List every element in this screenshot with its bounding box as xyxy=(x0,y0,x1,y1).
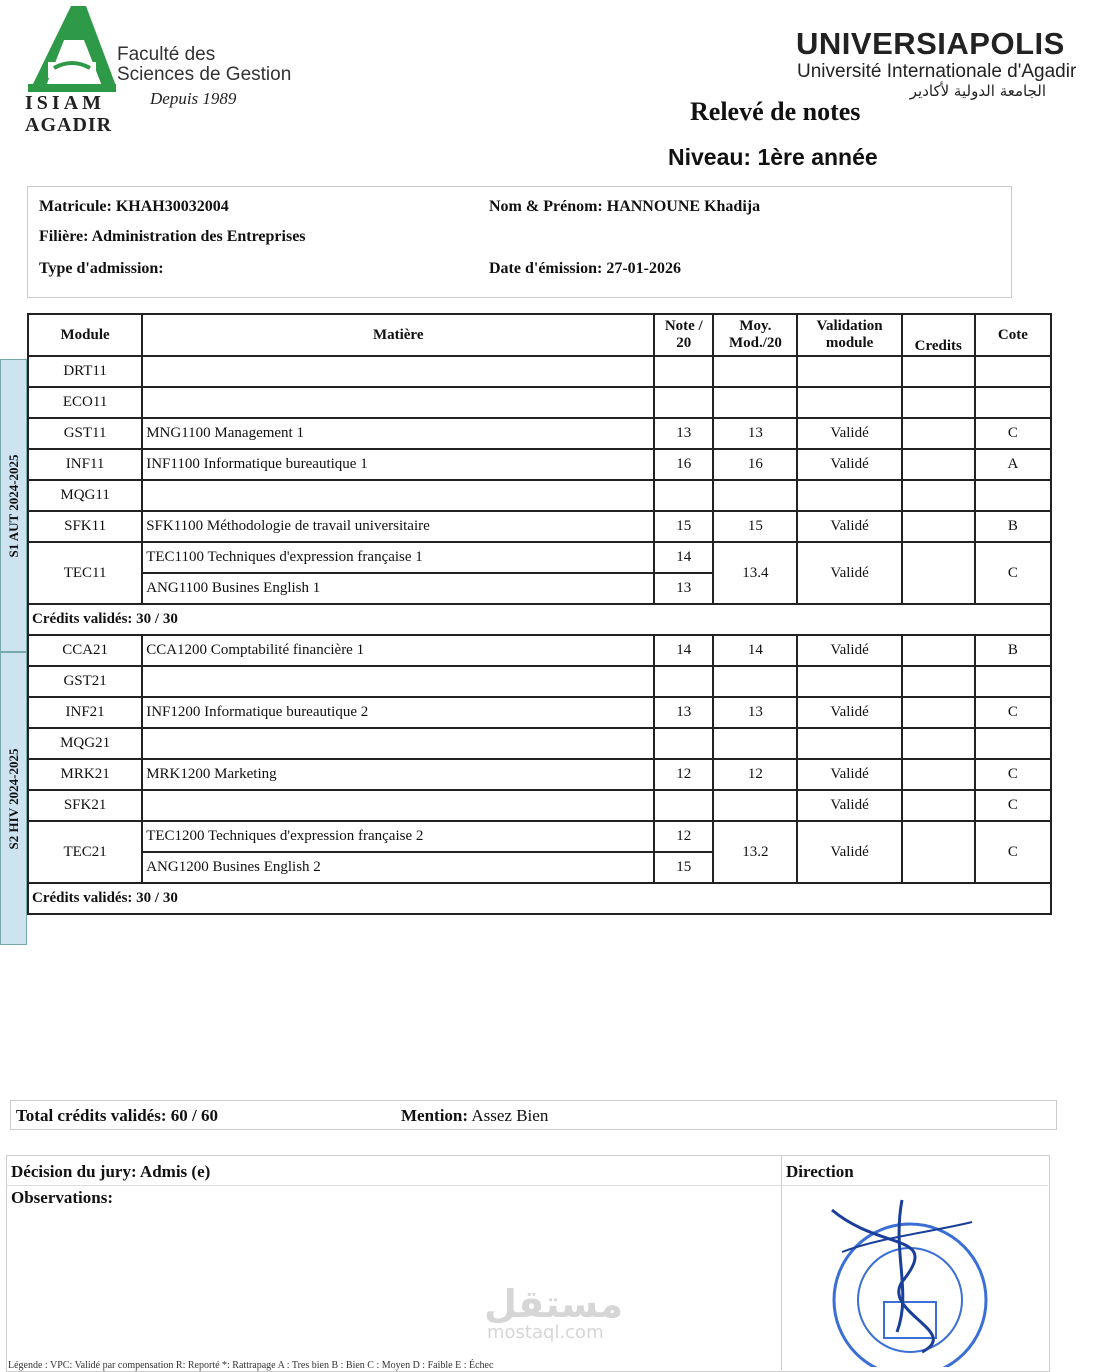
module-code: MQG11 xyxy=(28,480,142,511)
total-credits: Total crédits validés: 60 / 60 xyxy=(16,1106,218,1125)
stamp-icon xyxy=(822,1192,1002,1367)
table-row xyxy=(28,790,1051,821)
note: 16 xyxy=(654,449,713,480)
module-code: ECO11 xyxy=(28,387,142,418)
module-code: SFK21 xyxy=(28,790,142,821)
credits xyxy=(902,449,975,480)
col-note: Note / 20 xyxy=(654,314,713,356)
jury-divider xyxy=(781,1155,782,1370)
col-module: Module xyxy=(28,314,142,356)
validation: Validé xyxy=(797,790,901,821)
cote: B xyxy=(975,635,1051,666)
cote xyxy=(975,728,1051,759)
average xyxy=(713,790,797,821)
credits xyxy=(902,666,975,697)
table-row xyxy=(28,387,1051,418)
subject: INF1100 Informatique bureautique 1 xyxy=(142,449,654,480)
subject: ANG1100 Busines English 1 xyxy=(142,573,654,604)
note xyxy=(654,356,713,387)
school-name-line1: ISIAM xyxy=(25,92,106,114)
matricule-value: KHAH30032004 xyxy=(115,198,229,215)
average: 13 xyxy=(713,697,797,728)
module-code: TEC21 xyxy=(28,821,142,883)
semester-1-band xyxy=(0,359,27,652)
validation: Validé xyxy=(797,449,901,480)
jury-decision: Décision du jury: Admis (e) xyxy=(11,1162,211,1181)
table-row xyxy=(28,697,1051,728)
credits xyxy=(902,759,975,790)
validation xyxy=(797,666,901,697)
average xyxy=(713,728,797,759)
credits xyxy=(902,511,975,542)
subject: INF1200 Informatique bureautique 2 xyxy=(142,697,654,728)
note xyxy=(654,790,713,821)
document-title: Relevé de notes xyxy=(690,97,861,126)
average: 13.2 xyxy=(713,821,797,883)
average xyxy=(713,480,797,511)
cote: C xyxy=(975,542,1051,604)
note: 14 xyxy=(654,635,713,666)
col-credits: Credits xyxy=(902,314,975,356)
average: 16 xyxy=(713,449,797,480)
credits xyxy=(902,635,975,666)
average: 13 xyxy=(713,418,797,449)
validation xyxy=(797,387,901,418)
jury-row-divider xyxy=(6,1185,1048,1186)
note xyxy=(654,666,713,697)
table-row xyxy=(28,480,1051,511)
watermark-latin: mostaql.com xyxy=(487,1322,604,1343)
module-code: CCA21 xyxy=(28,635,142,666)
faculty-logo-icon xyxy=(24,6,119,94)
average: 14 xyxy=(713,635,797,666)
semester-2-band xyxy=(0,652,27,945)
table-row xyxy=(28,511,1051,542)
cote: C xyxy=(975,759,1051,790)
subject xyxy=(142,666,654,697)
module-code: MRK21 xyxy=(28,759,142,790)
col-moy: Moy. Mod./20 xyxy=(713,314,797,356)
grades-table xyxy=(27,313,1052,915)
subject xyxy=(142,790,654,821)
student-name-value: HANNOUNE Khadija xyxy=(606,198,761,215)
faculty-logo xyxy=(24,6,119,94)
semester-1-label: S1 AUT 2024-2025 xyxy=(5,453,21,558)
subject: ANG1200 Busines English 2 xyxy=(142,852,654,883)
note xyxy=(654,480,713,511)
university-arabic-name: الجامعة الدولية لأكادير xyxy=(909,82,1046,100)
note: 13 xyxy=(654,573,713,604)
module-code: MQG21 xyxy=(28,728,142,759)
cote: C xyxy=(975,790,1051,821)
subject xyxy=(142,480,654,511)
validation: Validé xyxy=(797,821,901,883)
note: 15 xyxy=(654,511,713,542)
table-row xyxy=(28,635,1051,666)
semester-2-label: S2 HIV 2024-2025 xyxy=(5,748,21,849)
note xyxy=(654,728,713,759)
table-row xyxy=(28,542,1051,573)
cote xyxy=(975,387,1051,418)
credits xyxy=(902,418,975,449)
module-code: INF11 xyxy=(28,449,142,480)
note: 15 xyxy=(654,852,713,883)
col-validation: Validation module xyxy=(797,314,901,356)
validation: Validé xyxy=(797,542,901,604)
observations-label: Observations: xyxy=(11,1188,113,1207)
mention-value: Assez Bien xyxy=(471,1106,549,1125)
credits xyxy=(902,480,975,511)
subject: SFK1100 Méthodologie de travail universitaire xyxy=(142,511,654,542)
note xyxy=(654,387,713,418)
filiere: Filière: Administration des Entreprises xyxy=(39,228,306,245)
legend: Légende : VPC: Validé par compensation R: Reporté *: Rattrapage A : Tres bien B : Bien C : Moyen D : Faible E : Échec xyxy=(8,1360,494,1371)
cote: A xyxy=(975,449,1051,480)
semester-2-credits: Crédits validés: 30 / 30 xyxy=(28,883,1051,914)
credits xyxy=(902,728,975,759)
watermark-arabic: مستقل xyxy=(484,1282,623,1326)
cote: B xyxy=(975,511,1051,542)
university-logo: UNIVERSIAPOLIS xyxy=(796,26,1065,61)
table-row xyxy=(28,356,1051,387)
cote: C xyxy=(975,697,1051,728)
average xyxy=(713,356,797,387)
cote xyxy=(975,480,1051,511)
module-code: GST11 xyxy=(28,418,142,449)
col-matiere: Matière xyxy=(142,314,654,356)
module-code: SFK11 xyxy=(28,511,142,542)
validation: Validé xyxy=(797,759,901,790)
credits xyxy=(902,790,975,821)
table-row xyxy=(28,666,1051,697)
table-row xyxy=(28,821,1051,852)
direction-label: Direction xyxy=(786,1162,854,1181)
table-row xyxy=(28,728,1051,759)
subject: TEC1200 Techniques d'expression française 2 xyxy=(142,821,654,852)
table-row xyxy=(28,759,1051,790)
cote xyxy=(975,666,1051,697)
subject: TEC1100 Techniques d'expression française 1 xyxy=(142,542,654,573)
mention: Mention: Assez Bien xyxy=(401,1106,549,1125)
level-label: Niveau: 1ère année xyxy=(668,144,878,170)
average: 12 xyxy=(713,759,797,790)
validation xyxy=(797,480,901,511)
table-header-row xyxy=(28,314,1051,356)
note: 13 xyxy=(654,697,713,728)
issue-date: Date d'émission: 27-01-2026 xyxy=(489,260,681,277)
average xyxy=(713,666,797,697)
student-name: Nom & Prénom: HANNOUNE Khadija xyxy=(489,198,761,215)
validation xyxy=(797,728,901,759)
validation: Validé xyxy=(797,511,901,542)
note: 12 xyxy=(654,821,713,852)
cote: C xyxy=(975,418,1051,449)
school-name-line2: AGADIR xyxy=(25,114,113,136)
matricule: Matricule: KHAH30032004 xyxy=(39,198,229,215)
issue-date-value: 27-01-2026 xyxy=(606,260,681,277)
note: 14 xyxy=(654,542,713,573)
table-row xyxy=(28,418,1051,449)
note: 12 xyxy=(654,759,713,790)
faculty-name-line1: Faculté des xyxy=(117,44,216,65)
faculty-name-line2: Sciences de Gestion xyxy=(117,64,292,85)
credits xyxy=(902,356,975,387)
validation: Validé xyxy=(797,635,901,666)
admission-type: Type d'admission: xyxy=(39,260,164,277)
semester-1-credits: Crédits validés: 30 / 30 xyxy=(28,604,1051,635)
semester-1-credits-row xyxy=(28,604,1051,635)
credits xyxy=(902,542,975,604)
subject xyxy=(142,387,654,418)
average xyxy=(713,387,797,418)
validation: Validé xyxy=(797,697,901,728)
credits xyxy=(902,387,975,418)
note: 13 xyxy=(654,418,713,449)
semester-2-credits-row xyxy=(28,883,1051,914)
cote xyxy=(975,356,1051,387)
module-code: GST21 xyxy=(28,666,142,697)
validation xyxy=(797,356,901,387)
subject xyxy=(142,356,654,387)
average: 13.4 xyxy=(713,542,797,604)
university-subtitle: Université Internationale d'Agadir xyxy=(797,61,1077,82)
module-code: TEC11 xyxy=(28,542,142,604)
col-cote: Cote xyxy=(975,314,1051,356)
official-stamp xyxy=(822,1192,1002,1367)
subject xyxy=(142,728,654,759)
subject: MRK1200 Marketing xyxy=(142,759,654,790)
credits xyxy=(902,821,975,883)
subject: MNG1100 Management 1 xyxy=(142,418,654,449)
module-code: INF21 xyxy=(28,697,142,728)
since-label: Depuis 1989 xyxy=(150,89,237,108)
validation: Validé xyxy=(797,418,901,449)
subject: CCA1200 Comptabilité financière 1 xyxy=(142,635,654,666)
cote: C xyxy=(975,821,1051,883)
module-code: DRT11 xyxy=(28,356,142,387)
table-row xyxy=(28,449,1051,480)
average: 15 xyxy=(713,511,797,542)
credits xyxy=(902,697,975,728)
filiere-value: Administration des Entreprises xyxy=(91,228,306,245)
